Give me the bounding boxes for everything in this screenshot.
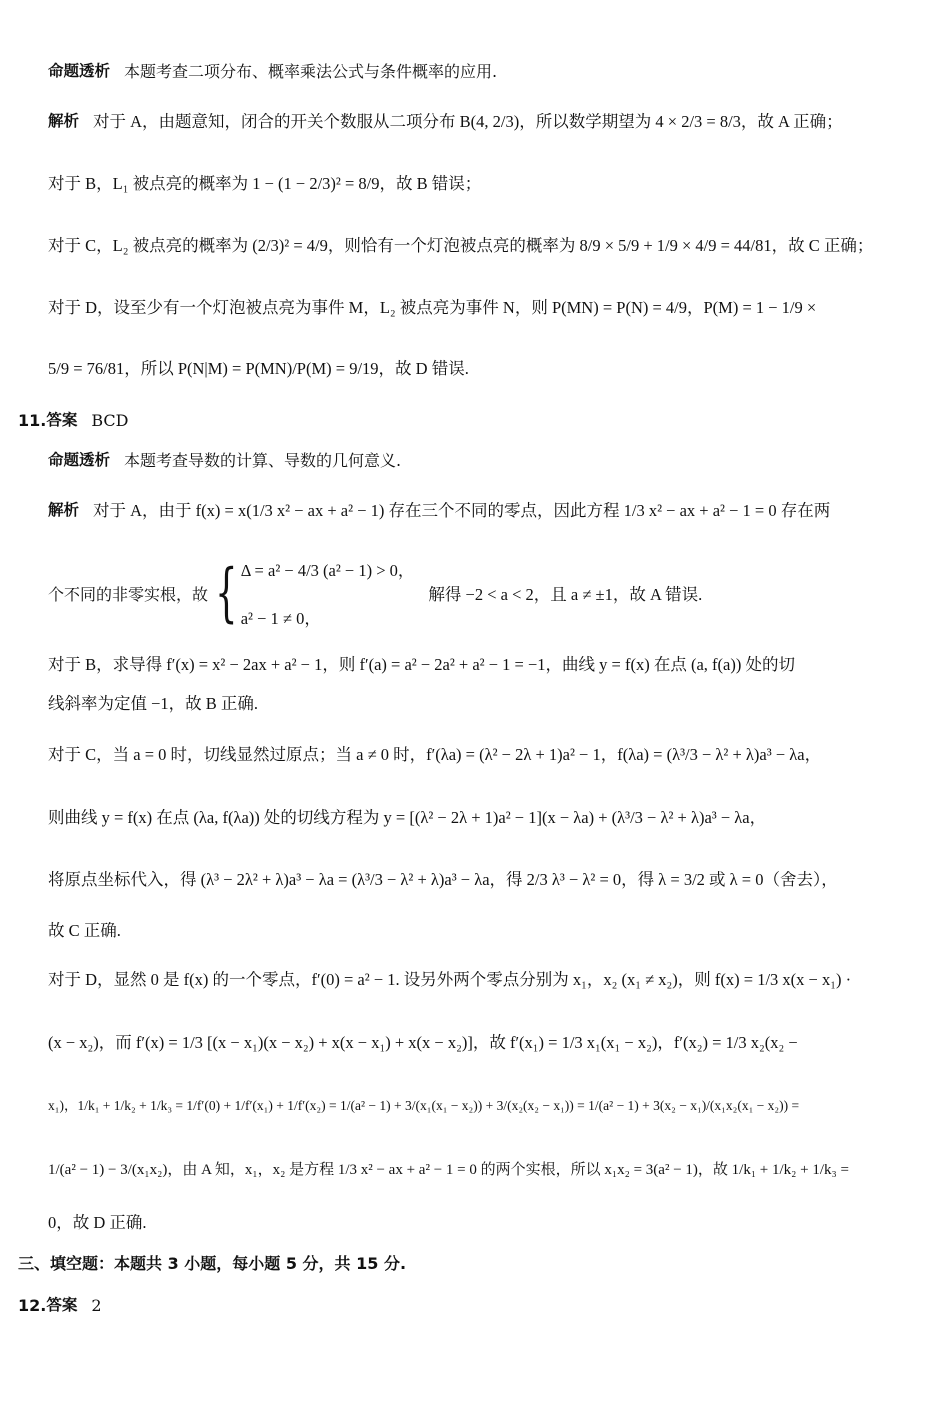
q11-analysis-label: 命题透析: [48, 451, 111, 470]
q11-line-d1: [48, 951, 930, 1009]
q11-line-a-conclusion: 解得 −2 < a < 2，且 a ≠ ±1，故 A 错误.: [428, 585, 703, 604]
q12-number: 12.: [18, 1296, 47, 1315]
q11-line-b2: [48, 675, 930, 733]
q11-line-c3-text: 将原点坐标代入，得 (λ³ − 2λ² + λ)a³ − λa = (λ³/3 − λ² + λ)a³ − λa，得 2/3 λ³ − λ² = 0，得 λ = 3/2 或 λ = 0（舍去），: [48, 869, 838, 889]
q11-line-d3: [48, 1077, 930, 1135]
q11-line-b1-text: 对于 B，求导得 f′(x) = x² − 2ax + a² − 1，则 f′(a) = a² − 2a² + a² − 1 = −1，曲线 y = f(x) 在点 (a, f(a)) 处的切: [48, 654, 795, 674]
system-eq-2: a² − 1 ≠ 0，: [240, 609, 321, 628]
q11-line-d1-text: 对于 D，显然 0 是 f(x) 的一个零点，f′(0) = a² − 1. 设另外两个零点分别为 x₁，x₂ (x₁ ≠ x₂)，则 f(x) = 1/3 x(x − x₁) ·: [48, 969, 852, 989]
q10-analysis-label: 命题透析: [48, 62, 111, 81]
q11-line-b2-text: 线斜率为定值 −1，故 B 正确.: [48, 693, 259, 713]
q11-line-c3: [48, 851, 930, 909]
q11-solution-line-1: [48, 482, 930, 540]
q11-answer: BCD: [91, 411, 129, 430]
q10-line-b: [48, 155, 930, 213]
q11-line-d2-text: (x − x₂)，而 f′(x) = 1/3 [(x − x₁)(x − x₂) + x(x − x₁) + x(x − x₂)]，故 f′(x₁) = 1/3 x₁(x₁ − x₂)，f′(x₂) = 1/3 x₂(x₂ −: [48, 1032, 798, 1052]
q11-line-c2: [48, 789, 930, 847]
q11-number: 11.: [18, 411, 47, 430]
q10-analysis-text: 本题考查二项分布、概率乘法公式与条件概率的应用.: [124, 62, 498, 81]
q11-line-d2: [48, 1014, 930, 1072]
q10-line-c-text: 对于 C，L₂ 被点亮的概率为 (2/3)² = 4/9，则恰有一个灯泡被点亮的概率为 8/9 × 5/9 + 1/9 × 4/9 = 44/81，故 C 正确；: [48, 235, 874, 255]
q11-line-d5-text: 0，故 D 正确.: [48, 1212, 147, 1232]
q10-solution-line-1: [48, 93, 930, 151]
q11-line-c1-text: 对于 C，当 a = 0 时，切线显然过原点；当 a ≠ 0 时，f′(λa) = (λ² − 2λ + 1)a² − 1，f(λa) = (λ³/3 − λ² + λ)a³ − λa，: [48, 744, 822, 764]
q11-solution-label: 解析: [48, 501, 80, 520]
q10-line-a: 对于 A，由题意知，闭合的开关个数服从二项分布 B(4, 2/3)，所以数学期望为 4 × 2/3 = 8/3，故 A 正确；: [93, 111, 843, 131]
q11-line-a2: 个不同的非零实根，故: [48, 584, 209, 604]
q10-solution-label: 解析: [48, 112, 80, 131]
q11-line-c1: [48, 726, 930, 784]
q10-line-d1: [48, 279, 930, 337]
q11-line-d3-text: x₁)，1/k₁ + 1/k₂ + 1/k₃ = 1/f′(0) + 1/f′(x₁) + 1/f′(x₂) = 1/(a² − 1) + 3/(x₁(x₁ − x₂)) + 3/(x₂(x₂ − x₁)) = 1/(a² − 1) + 3(x₂ − x₁)/(x₁x₂(x₁ − x₂)) =: [48, 1098, 800, 1114]
equation-system: [241, 557, 415, 629]
q12-answer-line: [18, 1277, 930, 1335]
q11-analysis-text: 本题考查导数的计算、导数的几何意义.: [124, 451, 402, 470]
left-brace: {: [215, 556, 238, 630]
section-3-title: 三、填空题：本题共 3 小题，每小题 5 分，共 15 分.: [18, 1254, 407, 1273]
q10-line-d2-text: 5/9 = 76/81，所以 P(N|M) = P(MN)/P(M) = 9/19，故 D 错误.: [48, 358, 469, 378]
system-eq-1: Δ = a² − 4/3 (a² − 1) > 0，: [240, 561, 415, 580]
q10-line-d2: [48, 340, 930, 398]
q10-line-d1-text: 对于 D，设至少有一个灯泡被点亮为事件 M，L₂ 被点亮为事件 N，则 P(MN) = P(N) = 4/9，P(M) = 1 − 1/9 ×: [48, 297, 817, 317]
q11-line-d4: [48, 1141, 930, 1199]
q11-system-block: [48, 557, 702, 629]
q12-answer: 2: [91, 1296, 102, 1315]
q11-line-a1: 对于 A，由于 f(x) = x(1/3 x² − ax + a² − 1) 存在三个不同的零点，因此方程 1/3 x² − ax + a² − 1 = 0 存在两: [93, 500, 831, 520]
q11-line-c4-text: 故 C 正确.: [48, 920, 121, 940]
q11-line-c2-text: 则曲线 y = f(x) 在点 (λa, f(λa)) 处的切线方程为 y = [(λ² − 2λ + 1)a² − 1](x − λa) + (λ³/3 − λ² + λ)a³ − λa，: [48, 807, 767, 827]
q10-line-b-text: 对于 B，L₁ 被点亮的概率为 1 − (1 − 2/3)² = 8/9，故 B 错误；: [48, 173, 482, 193]
q11-answer-label: 答案: [46, 411, 78, 430]
q12-answer-label: 答案: [46, 1296, 78, 1315]
q11-line-d4-text: 1/(a² − 1) − 3/(x₁x₂)，由 A 知，x₁，x₂ 是方程 1/3 x² − ax + a² − 1 = 0 的两个实根，所以 x₁x₂ = 3(a² − 1)，故 1/k₁ + 1/k₂ + 1/k₃ =: [48, 1161, 849, 1178]
q10-line-c: [48, 217, 930, 275]
